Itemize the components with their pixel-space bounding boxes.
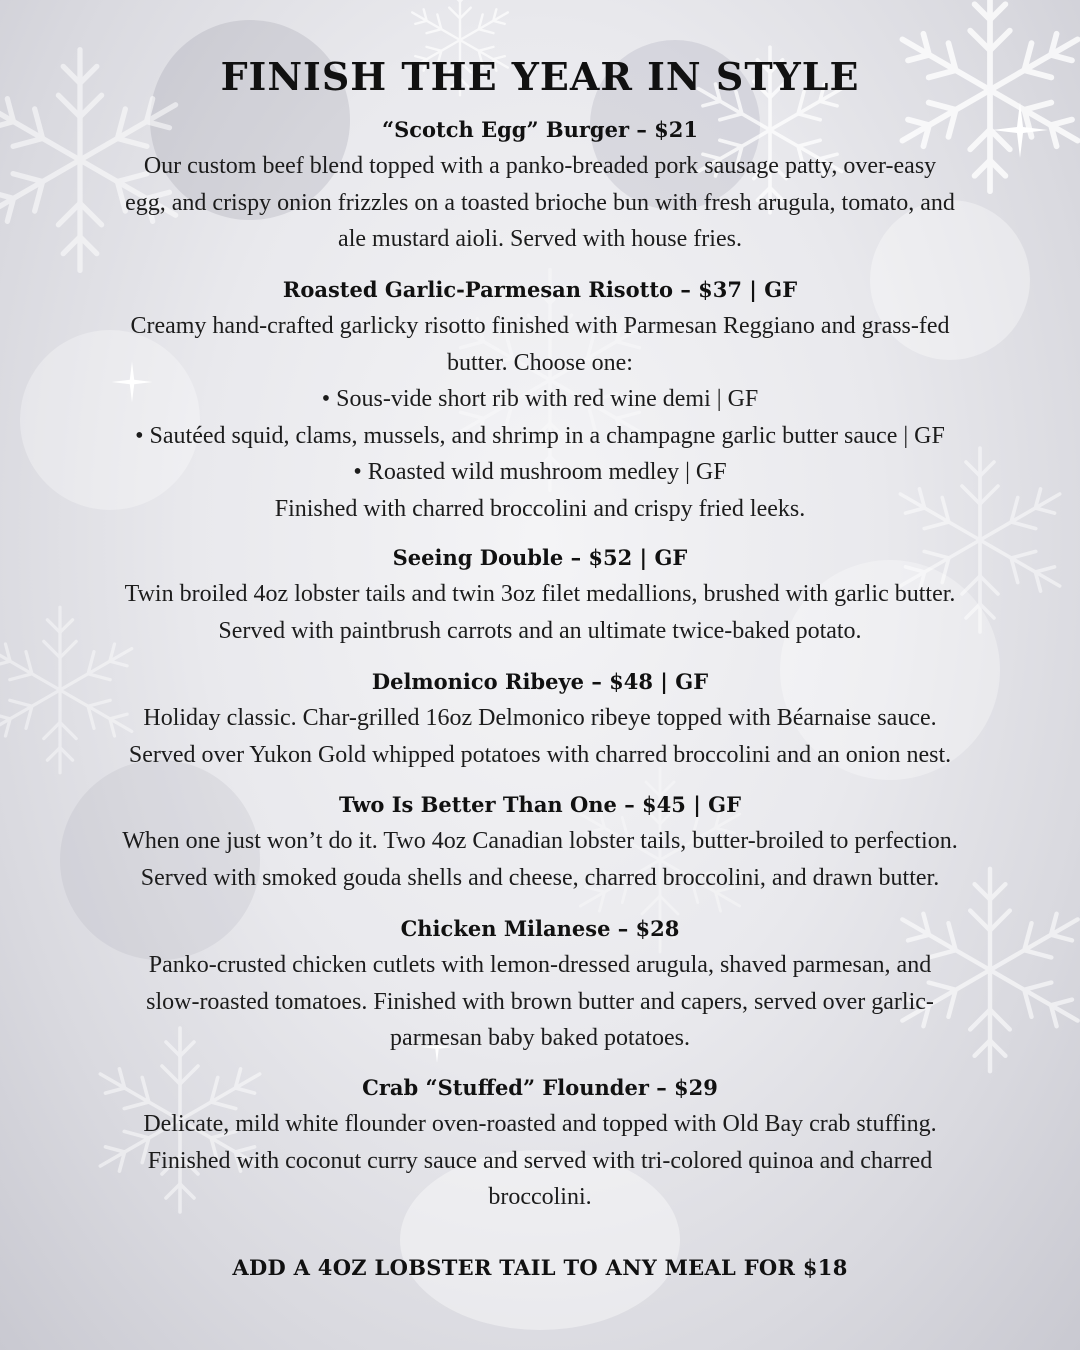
- item-description-line: broccolini.: [488, 1184, 592, 1210]
- item-description-line: Delicate, mild white flounder oven-roasted and topped with Old Bay crab stuffing.: [143, 1111, 937, 1137]
- item-description-line: Creamy hand-crafted garlicky risotto finished with Parmesan Reggiano and grass-fed: [130, 313, 950, 339]
- item-description-line: ale mustard aioli. Served with house fries.: [338, 226, 742, 252]
- item-description-line: Served with paintbrush carrots and an ultimate twice-baked potato.: [218, 617, 862, 644]
- item-name: Two Is Better Than One – $45 | GF: [339, 792, 741, 817]
- menu-item-scotch-egg-burger: [30, 112, 1050, 258]
- item-description-line: Served over Yukon Gold whipped potatoes with charred broccolini and an onion nest.: [128, 741, 952, 768]
- item-description-line: When one just won’t do it. Two 4oz Canadian lobster tails, butter-broiled to perfection.: [122, 828, 958, 854]
- menu-item-crab-stuffed-flounder: [30, 1070, 1050, 1216]
- item-name: Chicken Milanese – $28: [400, 916, 680, 941]
- menu-item-delmonico-ribeye: [30, 664, 1050, 773]
- lobster-tail-add-on: ADD A 4OZ LOBSTER TAIL TO ANY MEAL FOR $18: [232, 1255, 848, 1280]
- item-name: Crab “Stuffed” Flounder – $29: [362, 1075, 718, 1100]
- item-description-line: Served with smoked gouda shells and cheese, charred broccolini, and drawn butter.: [140, 864, 940, 891]
- menu-item-two-is-better-than-one: [30, 787, 1050, 896]
- item-description-line: butter. Choose one:: [447, 349, 633, 376]
- item-description-line: Panko-crusted chicken cutlets with lemon-dressed arugula, shaved parmesan, and: [148, 952, 932, 978]
- item-option: • Sautéed squid, clams, mussels, and shrimp in a champagne garlic butter sauce | GF: [135, 422, 945, 449]
- item-description-line: Twin broiled 4oz lobster tails and twin 3oz filet medallions, brushed with garlic butter.: [124, 581, 956, 607]
- item-description-line: egg, and crispy onion frizzles on a toasted brioche bun with fresh arugula, tomato, and: [125, 189, 955, 216]
- item-description-line: Holiday classic. Char-grilled 16oz Delmonico ribeye topped with Béarnaise sauce.: [143, 705, 937, 731]
- item-name: Delmonico Ribeye – $48 | GF: [371, 669, 709, 694]
- menu-item-seeing-double: [30, 540, 1050, 649]
- item-description-line: Our custom beef blend topped with a panko-breaded pork sausage patty, over-easy: [143, 153, 937, 179]
- menu-item-risotto: [30, 272, 1050, 527]
- item-description-line: Finished with charred broccolini and crispy fried leeks.: [274, 495, 806, 522]
- item-name: “Scotch Egg” Burger – $21: [381, 117, 698, 142]
- menu-item-chicken-milanese: [30, 911, 1050, 1057]
- item-name: Roasted Garlic-Parmesan Risotto – $37 | GF: [282, 277, 798, 302]
- item-name: Seeing Double – $52 | GF: [392, 545, 688, 570]
- item-option: • Sous-vide short rib with red wine demi | GF: [321, 386, 759, 412]
- item-description-line: Finished with coconut curry sauce and served with tri-colored quinoa and charred: [147, 1147, 933, 1174]
- item-option: • Roasted wild mushroom medley | GF: [353, 459, 727, 485]
- menu-title: FINISH THE YEAR IN STYLE: [220, 54, 860, 99]
- item-description-line: slow-roasted tomatoes. Finished with brown butter and capers, served over garlic-: [146, 988, 934, 1015]
- item-description-line: parmesan baby baked potatoes.: [390, 1025, 690, 1051]
